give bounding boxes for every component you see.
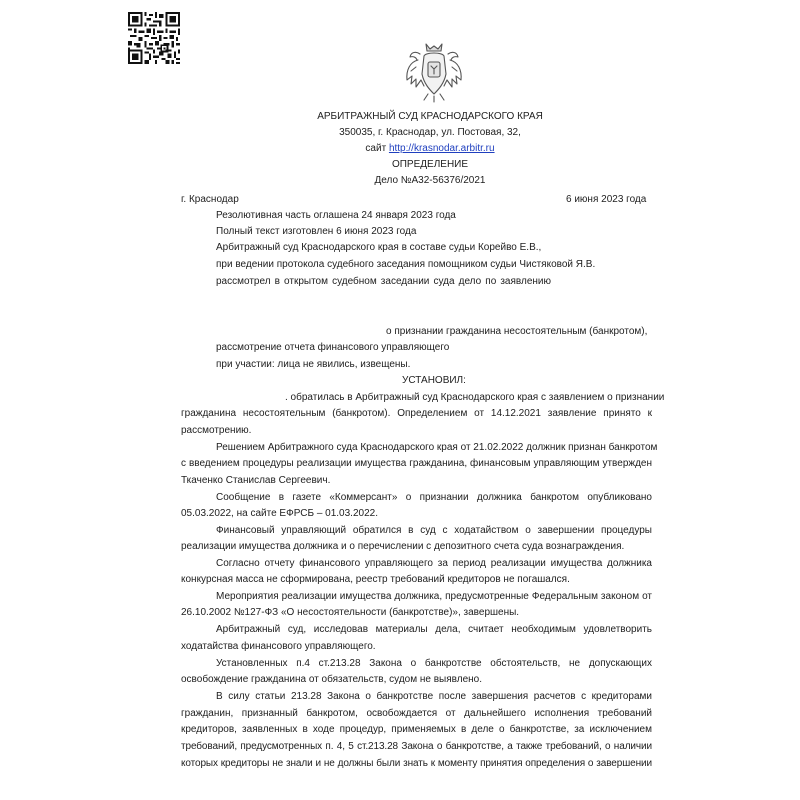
body-line: которых кредиторы не знали и не должны были знать к моменту принятия определения о завершении	[181, 758, 652, 769]
body-line: конкурсная масса не сформирована, реестр требований кредиторов не погашался.	[181, 574, 570, 585]
intro-line: рассмотрение отчета финансового управляющего	[216, 342, 450, 353]
body-line: ходатайства финансового управляющего.	[181, 641, 376, 652]
court-address: 350035, г. Краснодар, ул. Постовая, 32,	[339, 127, 521, 138]
intro-line: Резолютивная часть оглашена 24 января 2023 года	[216, 210, 456, 221]
body-line: с введением процедуры реализации имущества гражданина, финансовым управляющим утвержден	[181, 458, 652, 469]
coat-of-arms-icon	[404, 40, 464, 104]
body-line: Решением Арбитражного суда Краснодарского края от 21.02.2022 должник признан банкротом	[216, 442, 658, 453]
body-line: гражданина несостоятельным (банкротом). Определением от 14.12.2021 заявление принято к	[181, 408, 652, 419]
document-type: ОПРЕДЕЛЕНИЕ	[391, 159, 469, 170]
body-line: Сообщение в газете «Коммерсант» о признании должника банкротом опубликовано	[216, 492, 652, 503]
body-line: Установленных п.4 ст.213.28 Закона о банкротстве обстоятельств, не допускающих	[216, 658, 652, 669]
body-line: Арбитражный суд, исследовав материалы дела, считает необходимым удовлетворить	[216, 624, 652, 635]
body-line: рассмотрению.	[181, 425, 252, 436]
body-line: В силу статьи 213.28 Закона о банкротстве после завершения расчетов с кредиторами	[216, 691, 652, 702]
intro-line: при ведении протокола судебного заседания помощником судьи Чистяковой Я.В.	[216, 259, 596, 270]
body-line: 05.03.2022, на сайте ЕФРСБ – 01.03.2022.	[181, 508, 378, 519]
court-site-link[interactable]: http://krasnodar.arbitr.ru	[388, 143, 495, 154]
body-line: Финансовый управляющий обратился в суд с ходатайством о завершении процедуры	[216, 525, 652, 536]
body-line: Мероприятия реализации имущества должника, предусмотренные Федеральным законом от	[216, 591, 652, 602]
established-heading: УСТАНОВИЛ:	[402, 375, 466, 386]
document-city: г. Краснодар	[181, 194, 239, 205]
qr-code-icon	[128, 12, 180, 64]
body-line: 26.10.2002 №127-ФЗ «О несостоятельности (банкротстве)», завершены.	[181, 607, 520, 618]
body-line: кредиторов, заявленных в ходе процедур, применяемых в деле о банкротстве, за исключением	[181, 724, 652, 735]
body-line: . обратилась в Арбитражный суд Краснодарского края с заявлением о признании	[285, 392, 665, 403]
body-line: Ткаченко Станислав Сергеевич.	[181, 475, 331, 486]
body-line: требований, предусмотренных п. 4, 5 ст.213.28 Закона о банкротстве, а также требований, о наличии	[181, 741, 652, 752]
intro-line: при участии: лица не явились, извещены.	[216, 359, 411, 370]
case-number: Дело №А32-56376/2021	[374, 175, 486, 186]
intro-line: Полный текст изготовлен 6 июня 2023 года	[216, 226, 417, 237]
intro-line: Арбитражный суд Краснодарского края в составе судьи Корейво Е.В.,	[216, 242, 542, 253]
intro-line: рассмотрел в открытом судебном заседании суда дело по заявлению	[216, 276, 551, 287]
document-date: 6 июня 2023 года	[566, 194, 647, 205]
court-name: АРБИТРАЖНЫЙ СУД КРАСНОДАРСКОГО КРАЯ	[317, 111, 543, 122]
body-line: Согласно отчету финансового управляющего за период реализации имущества должника	[216, 558, 652, 569]
court-site-line	[180, 142, 680, 155]
intro-line: о признании гражданина несостоятельным (банкротом),	[386, 326, 648, 337]
body-line: освобождение гражданина от обязательств, судом не выявлено.	[181, 674, 483, 685]
court-site-label: сайт	[365, 143, 387, 154]
body-line: реализации имущества должника и о перечислении с депозитного счета суда вознаграждения.	[181, 541, 625, 552]
body-line: гражданин, признанный банкротом, освобождается от дальнейшего исполнения требований	[181, 708, 652, 719]
